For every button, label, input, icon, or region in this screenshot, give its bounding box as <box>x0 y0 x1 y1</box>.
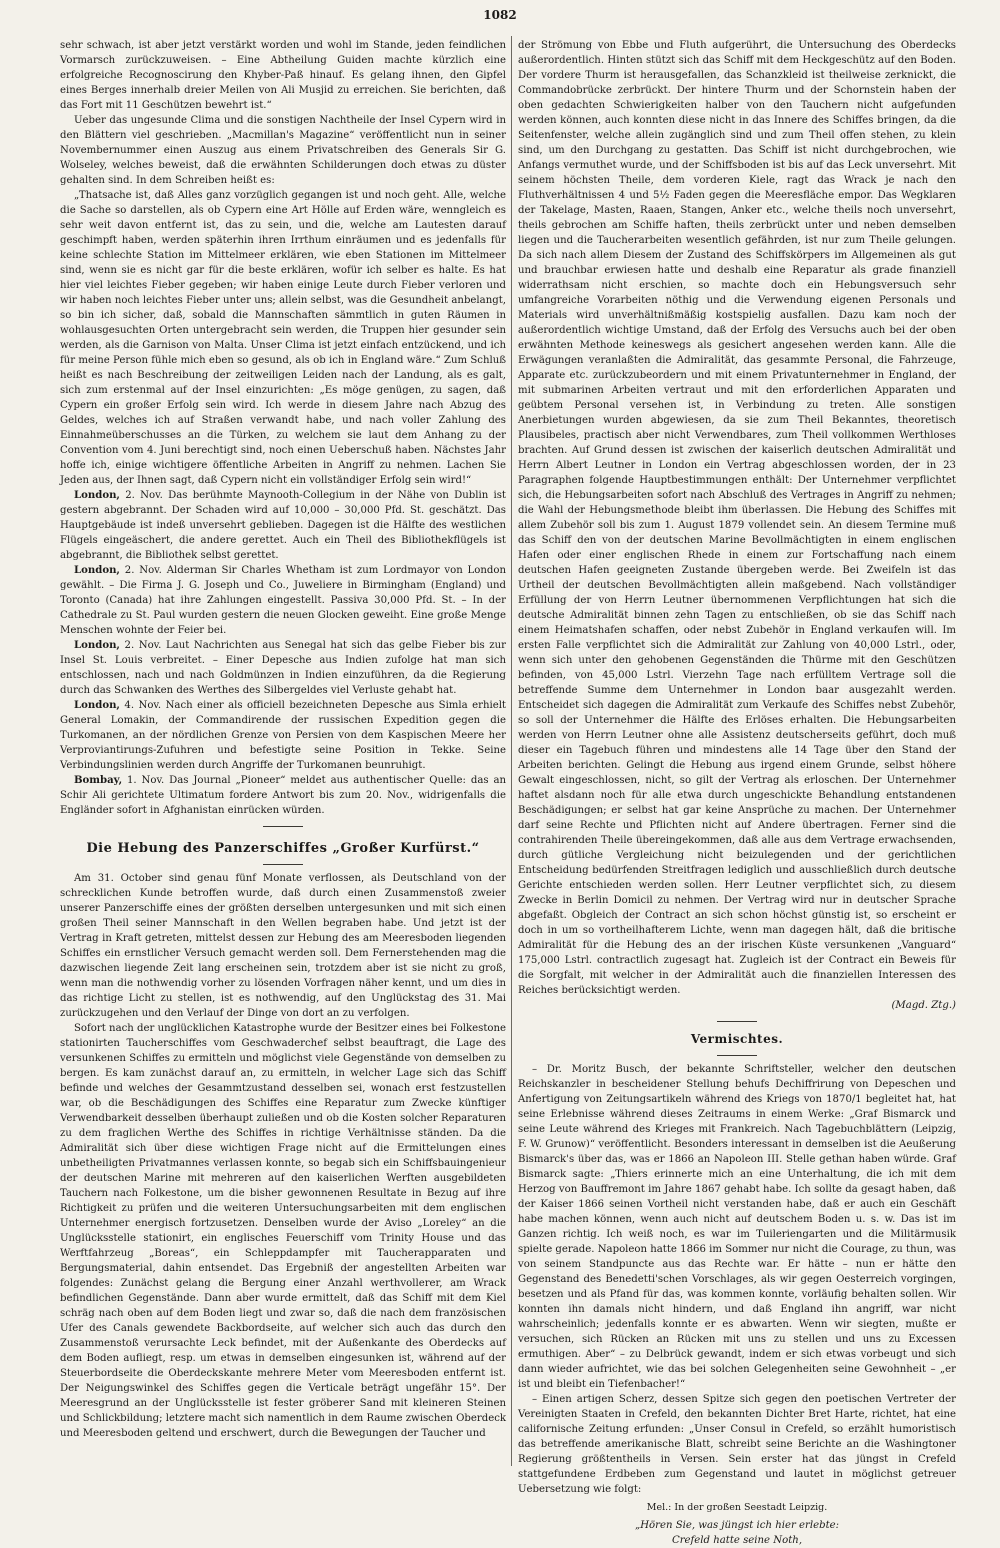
news-text: 2. Nov. Alderman Sir Charles Whetham ist zum Lordmayor von London gewählt. – Die Firma J. G. Joseph und Co., Juweliere in Birmingham (England) und Toronto (Canada) hat ihre Zahlungen eingestellt. Passiva 30,000 Pfd. St. – In der Cathedrale zu St. Paul wurden gestern die neuen Glocken geweiht. Eine große Menge Menschen wohnte der Feier bei. <box>60 565 506 636</box>
article-paragraph: – Dr. Moritz Busch, der bekannte Schriftsteller, welcher den deutschen Reichskanzler in bescheidener Stellung behufs Dechiffrirung von Depeschen und Anfertigung von Zeitungsartikeln während des Kriegs von 1870/1 begleitet hat, hat seine Erlebnisse während dieses Zeitraums in einem Werke: „Graf Bismarck und seine Leute während des Krieges mit Frankreich. Nach Tagebuchblättern (Leipzig, F. W. Grunow)“ veröffentlicht. Besonders interessant in demselben ist die Aeußerung Bismarck's über das, was er 1866 an Napoleon III. Stelle gethan haben würde. Graf Bismarck sagte: „Thiers erinnerte mich an eine Unterhaltung, die ich mit dem Herzog von Bauffremont im Jahre 1867 gehabt habe. Ich sollte da gesagt haben, daß der Kaiser 1866 seinen Vortheil nicht verstanden habe, daß er auch ein Geschäft habe machen können, wenn auch nicht auf deutschem Boden u. s. w. Das ist im Ganzen richtig. Ich weiß noch, es war im Tuileriengarten und die Militärmusik spielte gerade. Napoleon hatte 1866 im Sommer nur nicht die Courage, zu thun, was von seinem Standpuncte aus das Rechte war. Er hätte – nun er hätte den Gegenstand des Benedetti'schen Vorschlages, als wir gegen Oesterreich vorgingen, besetzen und als Pfand für das, was kommen konnte, vorläufig behalten sollen. Wir konnten ihn damals nicht hindern, und daß England ihn angriff, war nicht wahrscheinlich; jedenfalls konnte er es abwarten. Wenn wir siegten, mußte er versuchen, sich Rücken an Rücken mit uns zu stellen und uns zu Excessen ermuthigen. Aber“ – zu Delbrück gewandt, indem er sich etwas vorbeugt und sich dann wieder aufrichtet, wie das bei solchen Gelegenheiten seine Gewohnheit – „er ist und bleibt ein Tiefenbacher!“ <box>518 1064 956 1390</box>
news-text: 2. Nov. Das berühmte Maynooth-Collegium in der Nähe von Dublin ist gestern abgebrannt. Der Schaden wird auf 10,000 – 30,000 Pfd. St. geschätzt. Das Hauptgebäude ist indeß unversehrt geblieben. Dagegen ist die Hälfte des westlichen Flügels eingeäschert, die andere gerettet. Auch ein Theil des Bibliothekflügels ist abgebrannt, die Bibliothek selbst gerettet. <box>60 490 506 561</box>
article-paragraph: Ueber das ungesunde Clima und die sonstigen Nachtheile der Insel Cypern wird in den Blättern viel geschrieben. „Macmillan's Magazine“ veröffentlicht nun in seiner Novembernummer einen Auszug aus einem Privatschreiben des Generals Sir G. Wolseley, welches beweist, daß die erwähnten Schilderungen doch etwas zu düster gehalten sind. In dem Schreiben heißt es: <box>60 115 506 186</box>
dateline: London, <box>74 639 120 651</box>
news-item <box>60 773 506 818</box>
article-paragraph: Sofort nach der unglücklichen Katastrophe wurde der Besitzer eines bei Folkestone stationirten Taucherschiffes vom Geschwaderchef selbst beauftragt, die Lage des versunkenen Schiffes zu ermitteln und möglichst viele Gegenstände von demselben zu bergen. Es kam zunächst darauf an, zu ermitteln, in welcher Lage sich das Schiff befinde und welches der Gesammtzustand desselben sei, wonach erst festzustellen war, ob die Beschädigungen des Schiffes eine Reparatur zum Zwecke künftiger Verwendbarkeit desselben überhaupt zuließen und ob die Kosten solcher Reparaturen zu dem fraglichen Werthe des Schiffes in richtige Verhältnisse ständen. Da die Admiralität sich über diese wichtigen Frage nicht auf die Ermittelungen eines unbetheiligten Privatmannes verlassen konnte, so begab sich ein Schiffsbauingenieur der deutschen Marine mit mehreren auf den kaiserlichen Werften ausgebildeten Tauchern nach Folkestone, um die bisher gewonnenen Resultate in Bezug auf ihre Richtigkeit zu prüfen und die weiteren Untersuchungsarbeiten mit dem englischen Unternehmer energisch fortzusetzen. Denselben wurde der Aviso „Loreley“ an die Unglücksstelle stationirt, ein englisches Feuerschiff vom Trinity House und das Werftfahrzeug „Boreas“, ein Schleppdampfer mit Taucherapparaten und Bergungsmaterial, dahin entsendet. Das Ergebniß der angestellten Arbeiten war folgendes: Zunächst gelang die Bergung einer Anzahl werthvollerer, am Wrack befindlichen Gegenstände. Dann aber wurde ermittelt, daß das Schiff mit dem Kiel schräg nach oben auf dem Boden liegt und zwar so, daß die nach dem französischen Ufer des Canals gewendete Backbordseite, auf welcher sich auch das durch den Zusammenstoß verursachte Leck befindet, mit der Außenkante des Oberdecks auf dem Boden aufliegt, resp. um etwas in demselben eingesunken ist, während auf der Steuerbordseite die Oberdeckskante mehrere Meter vom Meeresboden entfernt ist. Der Neigungswinkel des Schiffes gegen die Verticale beträgt ungefähr 15°. Der Meeresgrund an der Unglücksstelle ist fester gröberer Sand mit kleineren Steinen und Schlickbildung; letztere macht sich namentlich in dem Raume zwischen Oberdeck und Meeresboden geltend und erschwert, durch die Bewegungen der Taucher und <box>60 1023 506 1439</box>
news-item <box>60 698 506 773</box>
article-paragraph: Am 31. October sind genau fünf Monate verflossen, als Deutschland von der schrecklichen Kunde betroffen wurde, daß durch einen Zusammenstoß zweier unserer Panzerschiffe eines der größten derselben untergesunken und mit sich einen großen Theil seiner Mannschaft in den Wellen begraben habe. Und jetzt ist der Vertrag in Kraft getreten, mittelst dessen zur Hebung des am Meeresboden liegenden Schiffes ein ernstlicher Versuch gemacht werden soll. Dem Fernerstehenden mag die dazwischen liegende Zeit lang erscheinen sein, trotzdem aber ist sie nicht zu groß, wenn man die nothwendig vorher zu lösenden Vorfragen näher kennt, und um dies in das richtige Licht zu stellen, ist es nothwendig, auf den Unglückstag des 31. Mai zurückzugehen und den Verlauf der Dinge von dort an zu verfolgen. <box>60 873 506 1019</box>
page-number: 1082 <box>483 8 517 22</box>
news-item <box>60 563 506 638</box>
section-rule <box>717 1055 757 1056</box>
melody-note: Mel.: In der großen Seestadt Leipzig. <box>646 1502 828 1513</box>
article-paragraph: – Einen artigen Scherz, dessen Spitze sich gegen den poetischen Vertreter der Vereinigten Staaten in Crefeld, den bekannten Dichter Bret Harte, richtet, hat eine californische Zeitung erfunden: „Unser Consul in Crefeld, so erzählt humoristisch das betreffende amerikanische Blatt, schreibt seine Berichte an die Washingtoner Regierung größtentheils in Versen. Sein erster hat das jüngst in Crefeld stattgefundene Erdbeben zum Gegenstand und lautet in möglichst getreuer Uebersetzung wie folgt: <box>518 1394 956 1495</box>
source-credit: (Magd. Ztg.) <box>891 1000 956 1011</box>
section-rule <box>263 864 303 865</box>
verse-line: „Hören Sie, was jüngst ich hier erlebte: <box>634 1520 840 1531</box>
column-divider <box>511 36 512 1466</box>
news-text: 1. Nov. Das Journal „Pioneer“ meldet aus authentischer Quelle: das an Schir Ali gerichtete Ultimatum fordere Antwort bis zum 20. Nov., widrigenfalls die Engländer sofort in Afghanistan einrücken würden. <box>60 775 506 816</box>
section-rule <box>263 826 303 827</box>
right-column <box>518 38 956 1546</box>
left-column <box>60 38 506 1463</box>
dateline: London, <box>74 699 120 711</box>
news-text: 4. Nov. Nach einer als officiell bezeichneten Depesche aus Simla erhielt General Lomakin, der Commandirende der russischen Expedition gegen die Turkomanen, an der nördlichen Grenze von Persien von dem Kaspischen Meere her Verproviantirungs-Zufuhren und befestigte seine Position in Tekke. Seine Verbindungslinien werden durch Angriffe der Turkomanen beunruhigt. <box>60 700 506 771</box>
news-item <box>60 638 506 698</box>
article-paragraph: der Strömung von Ebbe und Fluth aufgerührt, die Untersuchung des Oberdecks außerordentlich. Hinten stützt sich das Schiff mit dem Heckgeschütz auf den Boden. Der vordere Thurm ist herausgefallen, das Schanzkleid ist theilweise zerknickt, die Commandobrücke zerbrückt. Der hintere Thurm und der Schornstein haben der oben gedachten Schwierigkeiten halber von den Tauchern nicht aufgefunden werden können, auch konnten diese nicht in das Innere des Schiffes bringen, da die Seitenfenster, welche allein zugänglich sind und zum Theil offen stehen, zu klein sind, um den Durchgang zu gestatten. Das Schiff ist nicht durchgebrochen, wie Anfangs vermuthet wurde, und der Schiffsboden ist bis auf das Leck unversehrt. Mit seinem höchsten Theile, dem vorderen Kiele, ragt das Wrack je nach den Fluthverhältnissen 4 und 5½ Faden gegen die Meeresfläche empor. Das Wegklaren der Takelage, Masten, Raaen, Stangen, Anker etc., welche theils noch unversehrt, theils gebrochen am Schiffe haften, theils zerbrückt unter und neben demselben liegen und die Taucherarbeiten wesentlich gefährden, ist nur zum Theile gelungen. Da sich nach allem Diesem der Zustand des Schiffskörpers im Allgemeinen als gut und brauchbar erwiesen hatte und deshalb eine Reparatur als grade finanziell widerrathsam nicht erschien, so machte doch ein Hebungsversuch sehr umfangreiche Vorarbeiten nöthig und die Verwendung eigenen Personals und Materials wird unverhältnißmäßig kostspielig ausfallen. Dazu kam noch der außerordentlich wichtige Umstand, daß der Erfolg des Versuchs auch bei der oben erwähnten Methode keineswegs als gesichert angesehen werden kann. Alle die Erwägungen veranlaßten die Admiralität, das gesammte Personal, die Fahrzeuge, Apparate etc. zurückzubeordern und mit einem Privatunternehmer in England, der mit submarinen Arbeiten vertraut und mit den erforderlichen Apparaten und geübtem Personal versehen ist, in Verbindung zu treten. Alle sonstigen Anerbietungen wurden abgewiesen, da sie zum Theil Bekanntes, theoretisch Plausibeles, practisch aber nicht Verwendbares, zum Theil vollkommen Werthloses brachten. Auf Grund dessen ist zwischen der kaiserlich deutschen Admiralität und Herrn Albert Leutner in London ein Vertrag abgeschlossen worden, der in 23 Paragraphen folgende Hauptbestimmungen enthält: Der Unternehmer verpflichtet sich, die Hebungsarbeiten sofort nach Abschluß des Vertrages in Angriff zu nehmen; die Wahl der Hebungsmethode bleibt ihm überlassen. Die Hebung des Schiffes mit allem Zubehör soll bis zum 1. August 1879 vollendet sein. An diesem Termine muß das Schiff den von der deutschen Marine Bevollmächtigten in einem englischen Hafen oder einer englischen Rhede in einem zur Fortschaffung nach einem deutschen Hafen geeigneten Zustande übergeben werde. Bei Zweifeln ist das Urtheil der deutschen Bevollmächtigten allein maßgebend. Nach vollständiger Erfüllung der von Herrn Leutner übernommenen Verpflichtungen hat sich die deutsche Admiralität binnen zehn Tagen zu entschließen, ob sie das Schiff nach einem Heimatshafen schaffen, oder nebst Zubehör in England verkaufen will. Im ersten Falle verpflichtet sich die Admiralität zur Zahlung von 40,000 Lstrl., oder, wenn sich unter den gehobenen Gegenständen die Thürme mit den Geschützen befinden, von 45,000 Lstrl. Vierzehn Tage nach erfülltem Vertrage soll die betreffende Summe dem Unternehmer in London baar ausgezahlt werden. Entscheidet sich dagegen die Admiralität zum Verkaufe des Schiffes nebst Zubehör, so soll der Unternehmer die Hälfte des Erlöses erhalten. Die Hebungsarbeiten werden von Herrn Leutner ohne alle Assistenz deutscherseits geführt, doch muß dieser ein Tagebuch führen und mindestens alle 14 Tage über den Stand der Arbeiten berichten. Gelingt die Hebung aus irgend einem Grunde, selbst höhere Gewalt eingeschlossen, nicht, so gilt der Vertrag als erloschen. Der Unternehmer haftet alsdann noch für alle etwa durch ungeschickte Behandlung entstandenen Beschädigungen; er selbst hat gar keine Ansprüche zu machen. Der Unternehmer darf seine Rechte und Pflichten nicht auf Andere übertragen. Ferner sind die contrahirenden Theile übereingekommen, daß alle aus dem Vertrage erwachsenden, durch gütliche Vergleichung nicht beizulegenden und der gerichtlichen Entscheidung bedürfenden Streitfragen lediglich und ausschließlich durch deutsche Gerichte entschieden werden sollen. Herr Leutner verpflichtet sich, zu diesem Zwecke in Berlin Domicil zu nehmen. Der Vertrag wird nur in deutscher Sprache abgefaßt. Obgleich der Contract an sich schon höchst günstig ist, so erscheint er doch in um so vortheilhafterem Lichte, wenn man dagegen hält, daß die britische Admiralität für die Hebung des an der irischen Küste versunkenen „Vanguard“ 175,000 Lstrl. contractlich zugesagt hat. Zugleich ist der Contract ein Beweis für die Sorgfalt, mit welcher in der Admiralität auch die finanziellen Interessen des Reiches berücksichtigt werden. <box>518 40 956 996</box>
news-text: 2. Nov. Laut Nachrichten aus Senegal hat sich das gelbe Fieber bis zur Insel St. Louis verbreitet. – Einer Depesche aus Indien zufolge hat man sich entschlossen, nach und nach Goldmünzen in Indien einzuführen, da die Regierung durch das Schwanken des Werthes des Silbergeldes viel Verluste gehabt hat. <box>60 640 506 696</box>
article-heading: Die Hebung des Panzerschiffes „Großer Kurfürst.“ <box>86 841 480 856</box>
article-quote: „Thatsache ist, daß Alles ganz vorzüglich gegangen ist und noch geht. Alle, welche die Sache so darstellen, als ob Cypern eine Art Hölle auf Erden wäre, wenngleich es sehr weit davon entfernt ist, das zu sein, und die, welche am Lautesten darauf geschimpft haben, werden späterhin ihren Irrthum einräumen und es jedenfalls für keine schlechte Station im Mittelmeer erklären, wie eben Stationen im Mittelmeer sind, wenn sie es nicht gar für die beste erklären, wofür ich selber es halte. Es hat hier viel leichtes Fieber gegeben; wir haben einige Leute durch Fieber verloren und wir haben noch leichtes Fieber unter uns; allein selbst, was die Gesundheit anbelangt, so bin ich sicher, daß, sobald die Mannschaften sämmtlich in guten Räumen in wohlausgesuchten Orten untergebracht sein werden, die Truppen hier gesunder sein werden, als die Garnison von Malta. Unser Clima ist jetzt einfach entzückend, und ich für meine Person fühle mich eben so gesund, als ob ich in England wäre.“ Zum Schluß heißt es nach Beschreibung der zeitweiligen Leiden nach der Landung, als es galt, sich zum erstenmal auf der Insel einzurichten: „Es möge genügen, zu sagen, daß Cypern ein großer Erfolg sein wird. Ich werde in diesem Jahre nach Abzug des Geldes, welches ich auf Straßen verwandt habe, und nach voller Zahlung des Einnahmeüberschusses an die Türken, zu welchem sie laut dem Anhang zu der Convention vom 4. Juni berechtigt sind, noch einen Ueberschuß haben. Nächstes Jahr hoffe ich, einige wichtigere öffentliche Arbeiten in Angriff zu nehmen. Lachen Sie Jeden aus, der Ihnen sagt, daß Cypern nicht ein vollständiger Erfolg sein wird!“ <box>60 190 506 486</box>
dateline: London, <box>74 564 120 576</box>
verse-line: Crefeld hatte seine Noth, <box>671 1535 803 1546</box>
article-paragraph: sehr schwach, ist aber jetzt verstärkt worden und wohl im Stande, jeden feindlichen Vormarsch zurückzuweisen. – Eine Abtheilung Guiden machte kürzlich eine erfolgreiche Recognoscirung den Khyber-Paß hinauf. Es gelang ihnen, den Gipfel eines Berges innerhalb dreier Meilen von Ali Musjid zu erreichen. Sie berichten, daß das Fort mit 11 Geschützen bewehrt ist.“ <box>60 40 506 111</box>
dateline: London, <box>74 489 120 501</box>
section-heading: Vermischtes. <box>690 1032 784 1046</box>
section-rule <box>717 1021 757 1022</box>
dateline: Bombay, <box>74 774 123 786</box>
news-item <box>60 488 506 563</box>
